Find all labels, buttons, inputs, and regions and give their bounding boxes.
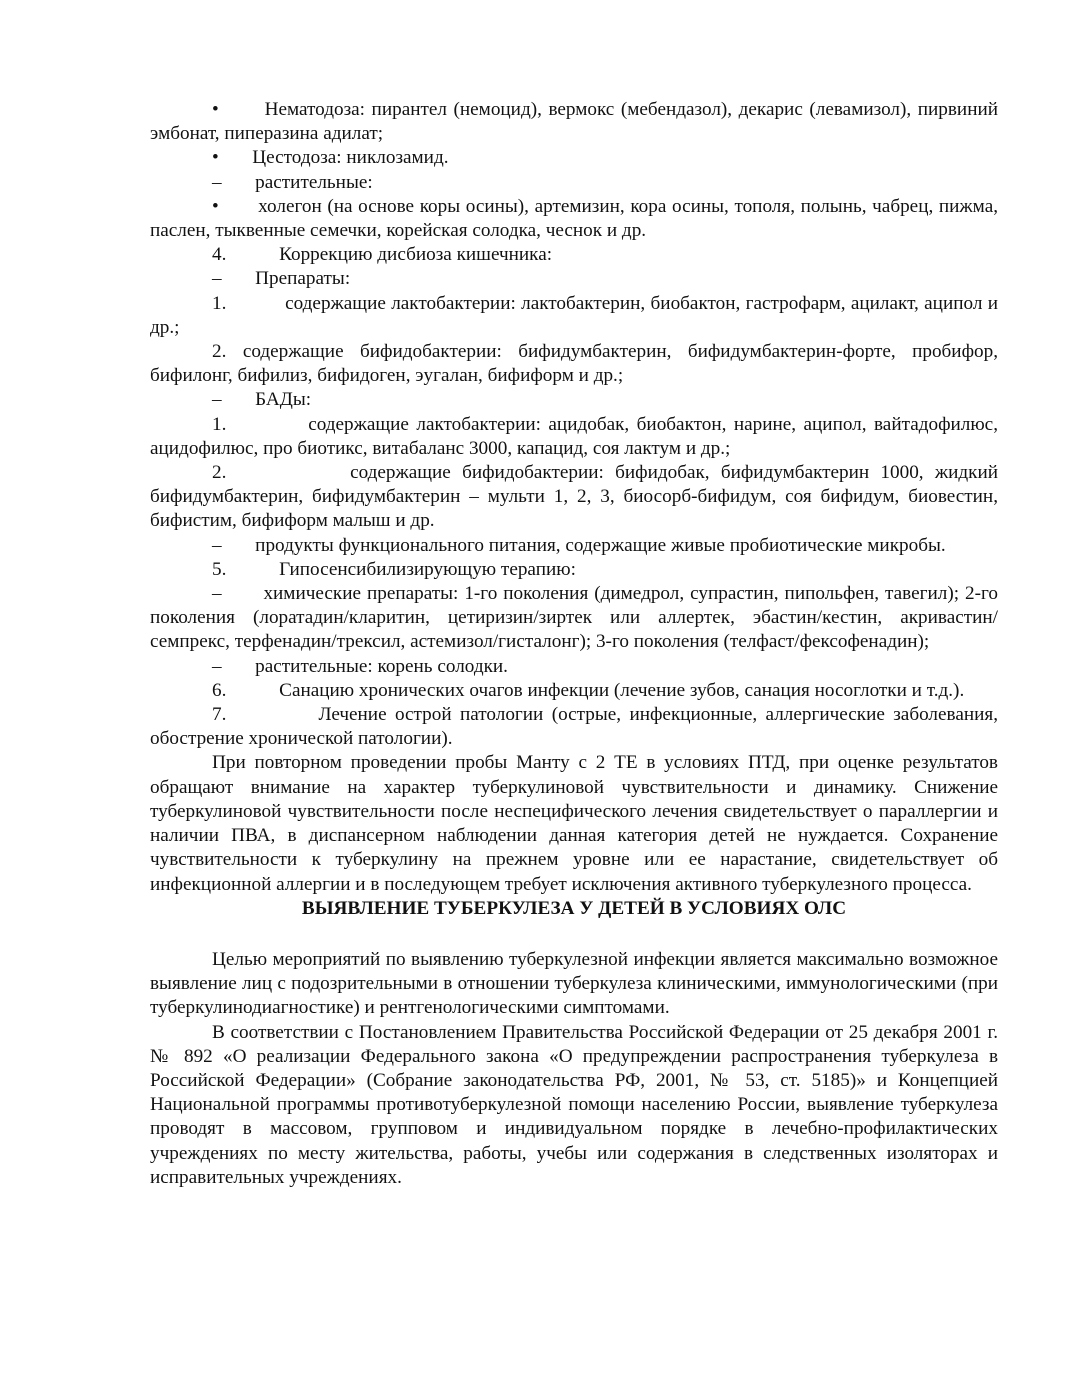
list-item-bad-head	[150, 388, 998, 412]
number-marker: 2.	[212, 462, 227, 484]
paragraph-mantoux: При повторном проведении пробы Манту с 2 ТЕ в условиях ПТД, при оценке результатов обращают внимание на характер туберкулиновой чувствительности и динамику. Снижение туберкулиновой чувствительности после неспецифического лечения свидетельствует о параллергии и наличии ПВА, в диспансерном наблюдении данная категория детей не нуждается. Сохранение чувствительности к туберкулину на прежнем уровне или ее нарастание, свидетельствует об инфекционной аллергии и в последующем требует исключения активного туберкулезного процесса.	[150, 752, 998, 895]
list-item-cestodes	[150, 146, 998, 170]
list-item-herbal-head	[150, 171, 998, 195]
list-item-text: растительные: корень солодки.	[255, 655, 508, 677]
list-item-text: Коррекцию дисбиоза кишечника:	[279, 244, 553, 266]
list-item-nematodes	[150, 98, 998, 146]
list-item-text: содержащие бифидобактерии: бифидобак, бифидумбактерин 1000, жидкий бифидумбактерин, бифидумбактерин – мульти 1, 2, 3, биосорб-бифидум, соя бифидум, биовестин, бифистим, бифиформ малыш и др.	[150, 462, 998, 532]
numbered-item-7	[150, 703, 998, 751]
list-item-text: БАДы:	[255, 389, 312, 411]
list-item-plant	[150, 655, 998, 679]
list-item-text: Гипосенсибилизирующую терапию:	[279, 558, 576, 580]
list-item-text: содержащие лактобактерии: лактобактерин, биобактон, гастрофарм, ацилакт, аципол и др.;	[150, 292, 999, 338]
dash-marker: –	[212, 171, 222, 193]
section-title: ВЫЯВЛЕНИЕ ТУБЕРКУЛЕЗА У ДЕТЕЙ В УСЛОВИЯХ ОЛС	[301, 897, 847, 919]
dash-marker: –	[212, 534, 222, 556]
list-item-text: Препараты:	[255, 268, 351, 290]
paragraph-goal: Целью мероприятий по выявлению туберкулезной инфекции является максимально возможное выявление лиц с подозрительными в отношении туберкулеза клиническими, иммунологическими (при туберкулинодиагностике) и рентгенологическими симптомами.	[150, 948, 998, 1019]
list-item-text: Нематодоза: пирантел (немоцид), вермокс (мебендазол), декарис (левамизол), пирвиний эмбонат, пиперазина адилат;	[150, 99, 999, 145]
list-item-text: Цестодоза: никлозамид.	[252, 147, 449, 169]
numbered-item-6	[150, 679, 998, 703]
list-item-text: продукты функционального питания, содержащие живые пробиотические микробы.	[255, 534, 946, 556]
bullet-marker: •	[212, 147, 219, 169]
list-item-text: 2. содержащие бифидобактерии: бифидумбактерин, бифидумбактерин-форте, пробифор, бифилонг, бифилиз, бифидоген, эугалан, бифиформ и др.;	[150, 341, 998, 387]
list-item-text: содержащие лактобактерии: ацидобак, биобактон, наринe, аципол, вайтадофилюс, ацидофилюс, про биотикс, витабаланс 3000, капацид, соя лактум и др.;	[150, 413, 998, 459]
list-item-text: химические препараты: 1-го поколения (димедрол, супрастин, пипольфен, тавегил); 2-го поколения (лоратадин/кларитин, цетиризин/зиртек или аллертек, эбастин/кестин, акривастин/семпрекс, терфенадин/трексил, астемизол/гисталонг); 3-го поколения (телфаст/фексофенадин);	[150, 583, 999, 653]
list-item-text: холегон (на основе коры осины), артемизин, кора осины, тополя, полынь, чабрец, пижма, паслен, тыквенные семечки, корейская солодка, чеснок и др.	[150, 195, 999, 242]
list-item-text: Санацию хронических очагов инфекции (лечение зубов, санация носоглотки и т.д.).	[279, 679, 965, 701]
spacer	[150, 921, 998, 948]
numbered-item-4	[150, 243, 998, 267]
bullet-marker: •	[212, 99, 219, 120]
list-item-chem	[150, 582, 998, 655]
bullet-marker: •	[212, 195, 219, 217]
dash-marker: –	[212, 268, 222, 290]
numbered-item-b1	[150, 413, 998, 461]
list-item-prep-head	[150, 267, 998, 291]
number-marker: 6.	[212, 679, 227, 701]
number-marker: 5.	[212, 558, 227, 580]
numbered-item-p1	[150, 292, 998, 340]
list-item-text: растительные:	[255, 171, 373, 193]
dash-marker: –	[212, 389, 222, 411]
number-marker: 1.	[212, 413, 227, 435]
number-marker: 4.	[212, 244, 227, 266]
paragraph-law: В соответствии с Постановлением Правительства Российской Федерации от 25 декабря 2001 г. № 892 «О реализации Федерального закона «О предупреждении распространения туберкулеза в Российской Федерации» (Собрание законодательства РФ, 2001, № 53, ст. 5185)» и Концепцией Национальной программы противотуберкулезной помощи населению России, выявление туберкулеза проводят в массовом, групповом и индивидуальном порядке в лечебно-профилактических учреждениях по месту жительства, работы, учебы или содержания в следственных изоляторах и исправительных учреждениях.	[150, 1021, 998, 1188]
number-marker: 7.	[212, 704, 227, 726]
dash-marker: –	[212, 655, 222, 677]
document-page	[150, 98, 998, 1190]
list-item-herbal	[150, 195, 998, 243]
dash-marker: –	[212, 583, 222, 605]
numbered-item-b2	[150, 461, 998, 534]
numbered-item-5	[150, 558, 998, 582]
list-item-func-food	[150, 534, 998, 558]
number-marker: 1.	[212, 292, 227, 314]
list-item-text: Лечение острой патологии (острые, инфекционные, аллергические заболевания, обострение хронической патологии).	[150, 704, 999, 750]
numbered-item-p2	[150, 340, 998, 388]
